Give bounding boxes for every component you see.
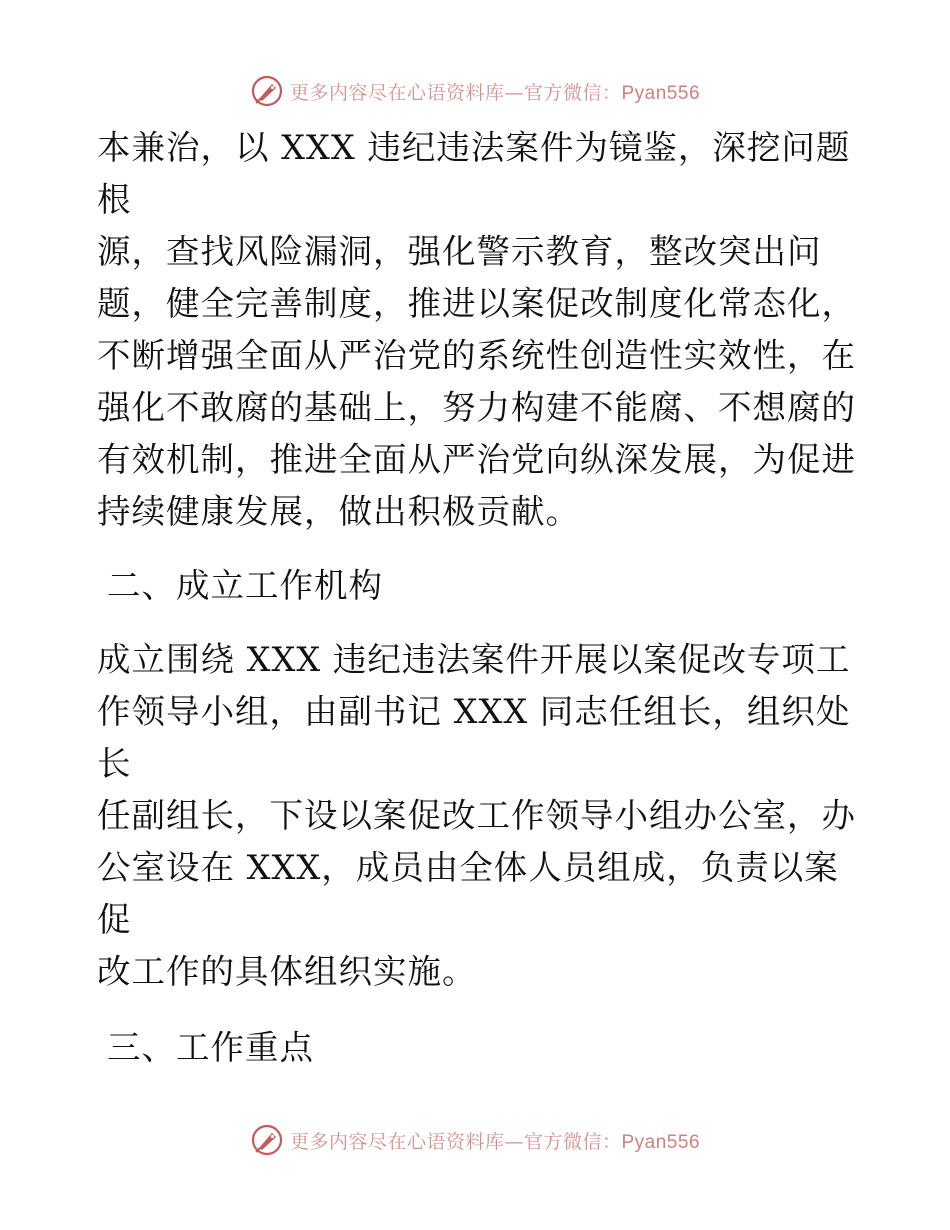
document-body [97,122,857,1096]
watermark-separator: — [504,81,524,104]
watermark-text [290,78,700,105]
paragraph-2: 成立围绕 XXX 违纪违法案件开展以案促改专项工 作领导小组，由副书记 XXX 同志任组长，组织处长 任副组长，下设以案促改工作领导小组办公室，办 公室设在 XXX，成员由全体人员组成，负责以案促 改工作的具体组织实施。 [97,640,856,991]
watermark-site-name: 更多内容尽在心语资料库 [289,81,505,104]
watermark-site-name: 更多内容尽在心语资料库 [289,1130,505,1153]
section-heading-2: 二、成立工作机构 [107,566,383,605]
watermark-text [290,1127,700,1154]
watermark-account: Pyan556 [621,82,701,104]
pen-nib-logo-icon [250,1123,284,1157]
watermark-separator: — [504,1130,524,1153]
section-heading-3: 三、工作重点 [107,1028,314,1067]
pen-nib-logo-icon [250,74,284,108]
footer-watermark-banner [0,1120,950,1160]
watermark-account: Pyan556 [621,1131,701,1153]
paragraph-1: 本兼治，以 XXX 违纪违法案件为镜鉴，深挖问题根 源，查找风险漏洞，强化警示教育，整改突出问 题，健全完善制度，推进以案促改制度化常态化， 不断增强全面从严治党的系统性创造性实效性，在 强化不敢腐的基础上，努力构建不能腐、不想腐的 有效机制，推进全面从严治党向纵深发展，为促进 持续健康发展，做出积极贡献。 [97,128,856,531]
header-watermark-banner [0,71,950,111]
watermark-wechat-label: 官方微信： [523,1130,622,1153]
watermark-wechat-label: 官方微信： [523,81,622,104]
